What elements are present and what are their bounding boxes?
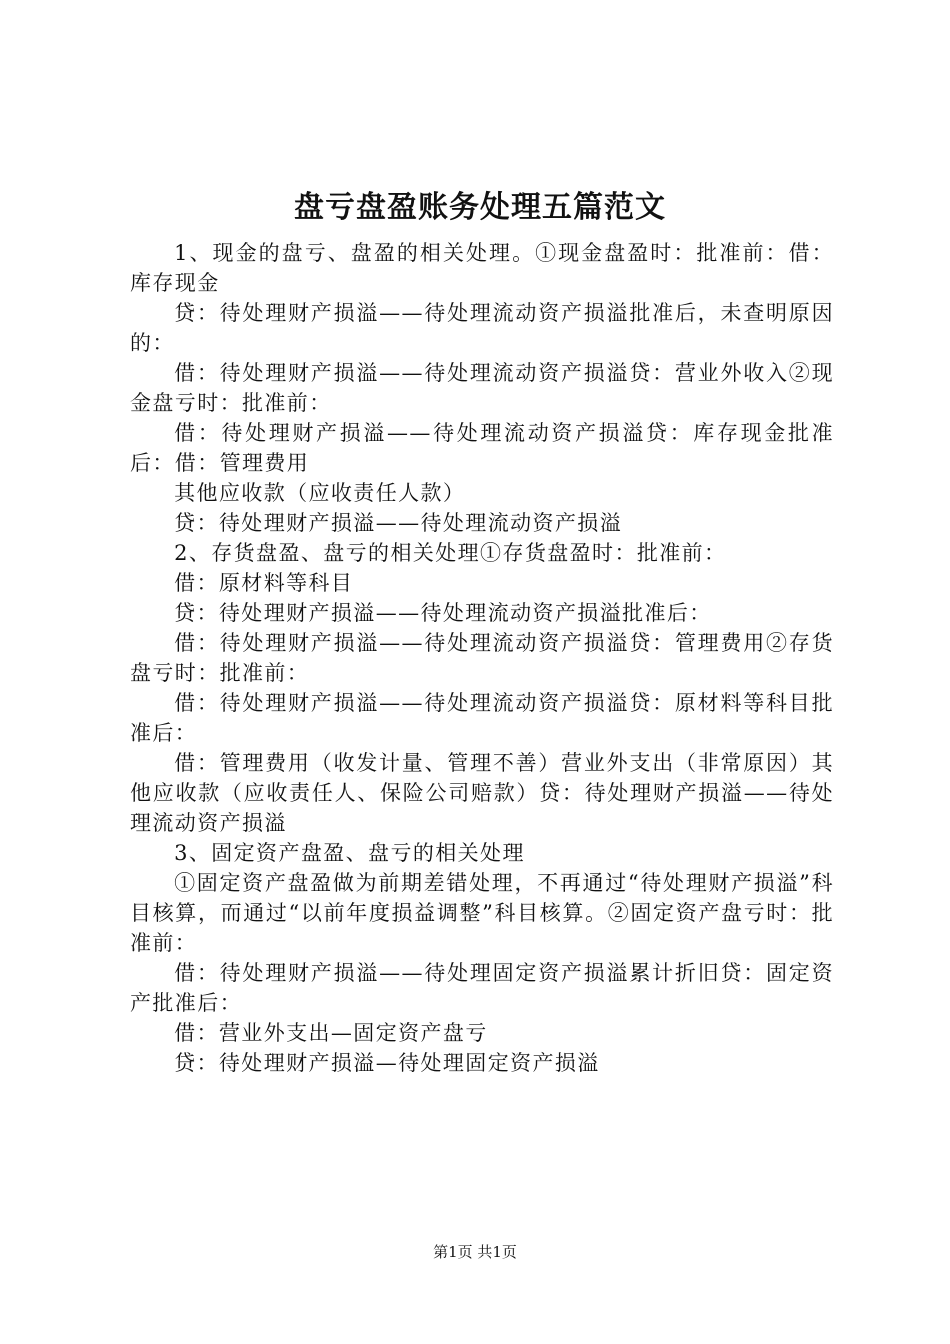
paragraph-14: ①固定资产盘盈做为前期差错处理，不再通过“待处理财产损溢”科目核算，而通过“以前年度损益调整”科目核算。②固定资产盘亏时：批准前： (130, 871, 834, 955)
paragraph-6: 贷：待处理财产损溢——待处理流动资产损溢 (174, 511, 623, 535)
paragraph-11: 借：待处理财产损溢——待处理流动资产损溢贷：原材料等科目批准后： (130, 691, 834, 745)
paragraph-9: 贷：待处理财产损溢——待处理流动资产损溢批准后： (174, 601, 712, 625)
paragraph-7: 2、存货盘盈、盘亏的相关处理①存货盘盈时：批准前： (174, 541, 727, 565)
paragraph-4: 借：待处理财产损溢——待处理流动资产损溢贷：库存现金批准后：借：管理费用 (130, 421, 834, 475)
paragraph-8: 借：原材料等科目 (174, 571, 354, 595)
document-body (130, 238, 834, 1078)
page-title: 盘亏盘盈账务处理五篇范文 (294, 190, 666, 225)
paragraph-17: 贷：待处理财产损溢—待处理固定资产损溢 (174, 1051, 600, 1075)
paragraph-15: 借：待处理财产损溢——待处理固定资产损溢累计折旧贷：固定资产批准后： (130, 961, 834, 1015)
paragraph-5: 其他应收款（应收责任人款） (174, 481, 466, 505)
paragraph-12: 借：管理费用（收发计量、管理不善）营业外支出（非常原因）其他应收款（应收责任人、保险公司赔款）贷：待处理财产损溢——待处理流动资产损溢 (130, 751, 834, 835)
paragraph-3: 借：待处理财产损溢——待处理流动资产损溢贷：营业外收入②现金盘亏时：批准前： (130, 361, 834, 415)
paragraph-16: 借：营业外支出—固定资产盘亏 (174, 1021, 488, 1045)
paragraph-1: 1、现金的盘亏、盘盈的相关处理。①现金盘盈时：批准前：借：库存现金 (130, 241, 834, 295)
paragraph-2: 贷：待处理财产损溢——待处理流动资产损溢批准后，未查明原因的： (130, 301, 834, 355)
page-number-footer: 第1页 共1页 (433, 1243, 517, 1261)
paragraph-13: 3、固定资产盘盈、盘亏的相关处理 (174, 841, 525, 865)
paragraph-10: 借：待处理财产损溢——待处理流动资产损溢贷：管理费用②存货盘亏时：批准前： (130, 631, 834, 685)
